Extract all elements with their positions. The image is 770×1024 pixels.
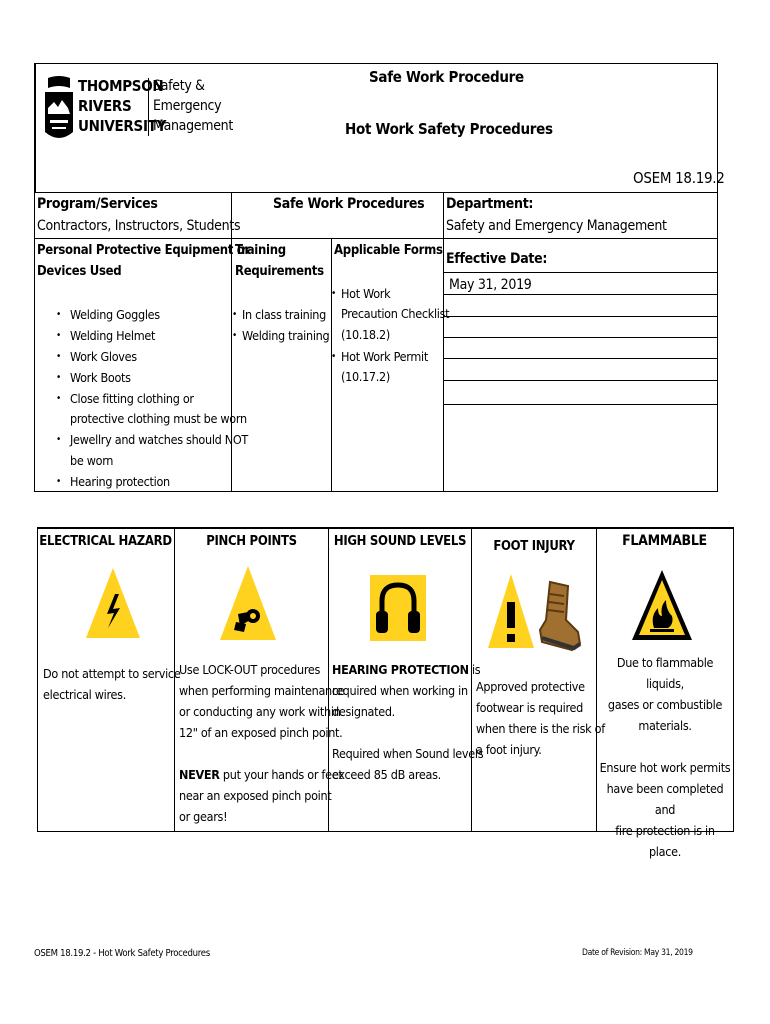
hazard-text-line: gases or combustible	[607, 697, 723, 712]
warning-exclamation-icon	[486, 572, 536, 650]
footer-right: Date of Revision: May 31, 2019	[582, 948, 693, 958]
electrical-hazard-icon	[84, 566, 142, 640]
hearing-protection-emphasis: HEARING PROTECTION	[332, 662, 469, 677]
ppe-item-continued: be worn	[70, 453, 114, 468]
forms-list	[329, 283, 390, 304]
hazard-title-foot: FOOT INJURY	[493, 539, 575, 554]
form-item-line: Hot Work	[341, 286, 391, 301]
document-title: Safe Work Procedure	[369, 68, 524, 86]
hazard-text-flammable	[598, 652, 732, 862]
hazard-text-line: or gears!	[179, 809, 228, 824]
ppe-item: • Jewellry and watches should NOT	[54, 429, 248, 450]
hazard-text-line: 12" of an exposed pinch point.	[179, 725, 343, 740]
safety-boot-icon	[536, 580, 582, 654]
forms-list-2	[329, 346, 428, 367]
hazard-text-line: Use LOCK-OUT procedures	[179, 662, 321, 677]
ppe-label-1: Personal Protective Equipment or	[37, 243, 251, 258]
training-label-2: Requirements	[235, 264, 324, 279]
ppe-item: • Welding Helmet	[54, 325, 194, 346]
ppe-item: • Welding Goggles	[54, 304, 194, 325]
hazard-text-line: materials.	[638, 718, 692, 733]
effective-date-label: Effective Date:	[446, 251, 548, 267]
hazard-text-line: electrical wires.	[43, 687, 126, 702]
ppe-label-2: Devices Used	[37, 264, 122, 279]
hearing-protection-icon	[370, 575, 426, 641]
ppe-list	[54, 304, 194, 409]
training-list	[230, 304, 329, 346]
form-item-line: Hot Work Permit	[341, 349, 428, 364]
hazard-text-line: footwear is required	[476, 700, 583, 715]
logo-dept-3: Management	[153, 118, 233, 134]
hazard-text-line: fire protection is in place.	[615, 823, 715, 859]
ppe-item: • Work Gloves	[54, 346, 194, 367]
ppe-list-cont	[54, 429, 248, 450]
training-label-1: Training	[235, 243, 286, 258]
form-item-line: (10.17.2)	[341, 369, 390, 384]
form-item-line: (10.18.2)	[341, 327, 390, 342]
training-item: • In class training	[230, 304, 329, 325]
hazard-text-fragment: is	[468, 662, 481, 677]
form-item	[329, 283, 390, 304]
hazard-title-electrical: ELECTRICAL HAZARD	[39, 534, 172, 549]
program-value: Contractors, Instructors, Students	[37, 218, 241, 234]
logo-dept-1: Safety &	[153, 78, 205, 94]
procedures-label: Safe Work Procedures	[273, 196, 425, 212]
ppe-item: • Work Boots	[54, 367, 194, 388]
hazard-text-line: designated.	[332, 704, 395, 719]
hazard-text-line: when performing maintenance	[179, 683, 345, 698]
ppe-item-continued: protective clothing must be worn	[70, 411, 247, 426]
ppe-list-last	[54, 471, 170, 492]
hazard-text-line: Ensure hot work permits	[599, 760, 731, 775]
program-label: Program/Services	[37, 196, 158, 212]
document-subtitle: Hot Work Safety Procedures	[345, 120, 553, 138]
department-value: Safety and Emergency Management	[446, 218, 667, 234]
department-label: Department:	[446, 196, 534, 212]
document-code: OSEM 18.19.2	[633, 169, 725, 187]
tru-logo-mark	[42, 74, 76, 144]
hazard-text-line	[332, 659, 483, 680]
ppe-item: • Close fitting clothing or	[54, 388, 194, 409]
hazard-text-pinch	[179, 659, 344, 827]
hazard-text-line: required when working in	[332, 683, 468, 698]
hazard-text-line	[179, 764, 344, 785]
training-item: • Welding training	[230, 325, 329, 346]
forms-label: Applicable Forms	[334, 243, 443, 258]
hazard-text-line: Do not attempt to service	[43, 666, 181, 681]
tru-logo	[42, 74, 232, 154]
form-item	[329, 346, 428, 367]
never-emphasis: NEVER	[179, 767, 220, 782]
hazard-text-electrical	[43, 663, 180, 705]
hazard-title-flammable: FLAMMABLE	[622, 533, 707, 549]
logo-line-1: THOMPSON	[78, 77, 164, 95]
hazard-text-line: near an exposed pinch point	[179, 788, 332, 803]
hazard-text-fragment: put your hands or feet	[219, 767, 343, 782]
hazard-text-line: have been completed and	[606, 781, 724, 817]
form-item-line: Precaution Checklist	[341, 306, 450, 321]
hazard-text-line: Required when Sound levels	[332, 746, 484, 761]
hazard-text-line: a foot injury.	[476, 742, 542, 757]
hazard-text-sound	[332, 659, 483, 785]
pinch-point-icon	[218, 564, 278, 642]
effective-date-value: May 31, 2019	[449, 277, 532, 293]
footer-left: OSEM 18.19.2 - Hot Work Safety Procedures	[34, 948, 210, 959]
hazard-text-line: Approved protective	[476, 679, 585, 694]
hazard-text-line: Due to flammable liquids,	[616, 655, 714, 691]
logo-line-2: RIVERS	[78, 97, 132, 115]
hazard-text-line: exceed 85 dB areas.	[332, 767, 441, 782]
ppe-item: • Hearing protection	[54, 471, 170, 492]
logo-dept-2: Emergency	[153, 98, 222, 114]
flammable-icon	[630, 566, 694, 642]
hazard-title-sound: HIGH SOUND LEVELS	[333, 534, 467, 549]
hazard-text-foot	[476, 676, 605, 760]
hazard-title-pinch: PINCH POINTS	[206, 534, 297, 549]
hazard-text-line: or conducting any work within	[179, 704, 341, 719]
hazard-text-line: when there is the risk of	[476, 721, 605, 736]
logo-line-3: UNIVERSITY	[78, 117, 167, 135]
